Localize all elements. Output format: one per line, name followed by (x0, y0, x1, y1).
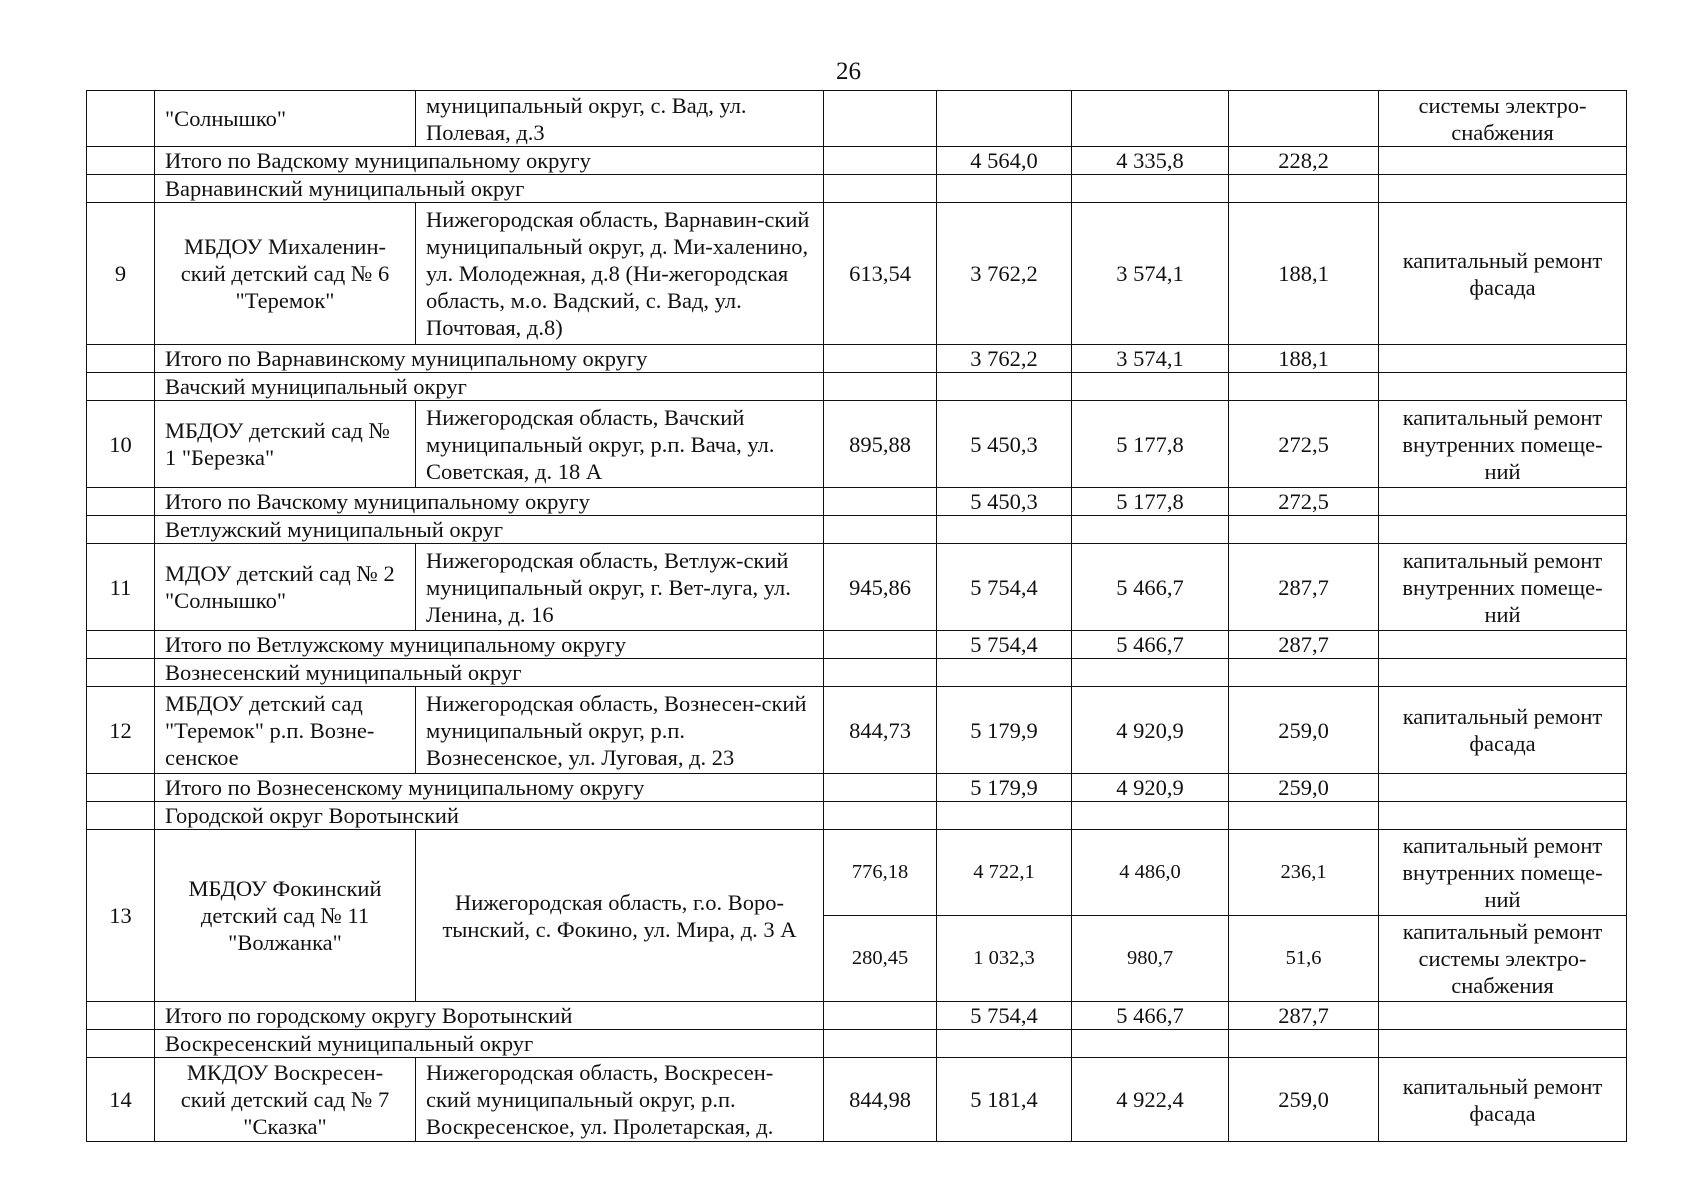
address-cell: Нижегородская область, Вознесен-ский муниципальный округ, р.п. Вознесенское, ул. Луговая, д. 23 (416, 687, 824, 774)
purpose-cell: капитальный ремонт фасада (1379, 1058, 1627, 1142)
total-row (87, 774, 1627, 802)
table-row (87, 401, 1627, 488)
total-cell: 1 032,3 (937, 916, 1072, 1002)
area-cell (824, 91, 937, 147)
district-row (87, 516, 1627, 544)
district-row (87, 802, 1627, 830)
total-label: Итого по Варнавинскому муниципальному округу (155, 345, 824, 373)
address-cell: Нижегородская область, Воскресен-ский муниципальный округ, р.п. Воскресенское, ул. Пролетарская, д. (416, 1058, 824, 1142)
num-cell (87, 91, 155, 147)
district-label: Вачский муниципальный округ (155, 373, 824, 401)
total-cell: 5 179,9 (937, 774, 1072, 802)
purpose-cell: капитальный ремонт фасада (1379, 203, 1627, 345)
district-label: Воскресенский муниципальный округ (155, 1030, 824, 1058)
table-row (87, 544, 1627, 631)
total-cell: 5 450,3 (937, 401, 1072, 488)
table-row (87, 203, 1627, 345)
address-cell: Нижегородская область, Варнавин-ский муниципальный округ, д. Ми-халенино, ул. Молодежная, д.8 (Ни-жегородская область, м.о. Вадский, с. Вад, ул. Почтовая, д.8) (416, 203, 824, 345)
num-cell: 11 (87, 544, 155, 631)
total-label: Итого по Вачскому муниципальному округу (155, 488, 824, 516)
local-cell: 287,7 (1229, 1002, 1379, 1030)
name-cell: МБДОУ Михаленин-ский детский сад № 6 "Теремок" (155, 203, 416, 345)
table-row (87, 830, 1627, 916)
total-cell: 5 450,3 (937, 488, 1072, 516)
name-cell: МКДОУ Воскресен-ский детский сад № 7 "Сказка" (155, 1058, 416, 1142)
name-cell: "Солнышко" (155, 91, 416, 147)
total-row (87, 631, 1627, 659)
total-cell: 5 754,4 (937, 544, 1072, 631)
total-cell: 5 179,9 (937, 687, 1072, 774)
total-cell (937, 91, 1072, 147)
total-row (87, 488, 1627, 516)
regional-cell: 4 486,0 (1072, 830, 1229, 916)
district-label: Ветлужский муниципальный округ (155, 516, 824, 544)
num-cell: 12 (87, 687, 155, 774)
area-cell: 280,45 (824, 916, 937, 1002)
local-cell (1229, 91, 1379, 147)
local-cell: 188,1 (1229, 345, 1379, 373)
page-number: 26 (836, 58, 861, 85)
area-cell: 844,98 (824, 1058, 937, 1142)
num-cell: 14 (87, 1058, 155, 1142)
name-cell: МБДОУ детский сад № 1 "Березка" (155, 401, 416, 488)
area-cell: 895,88 (824, 401, 937, 488)
name-cell: МБДОУ детский сад "Теремок" р.п. Возне-сенское (155, 687, 416, 774)
purpose-cell: капитальный ремонт системы электро-снабжения (1379, 916, 1627, 1002)
area-cell: 613,54 (824, 203, 937, 345)
total-row (87, 1002, 1627, 1030)
regional-cell: 4 922,4 (1072, 1058, 1229, 1142)
purpose-cell: капитальный ремонт внутренних помеще-ний (1379, 401, 1627, 488)
local-cell: 287,7 (1229, 544, 1379, 631)
total-cell: 5 181,4 (937, 1058, 1072, 1142)
address-cell: Нижегородская область, г.о. Воро-тынский, с. Фокино, ул. Мира, д. 3 А (416, 830, 824, 1002)
local-cell: 259,0 (1229, 1058, 1379, 1142)
area-cell: 844,73 (824, 687, 937, 774)
area-cell: 945,86 (824, 544, 937, 631)
local-cell: 259,0 (1229, 774, 1379, 802)
objects-table (86, 90, 1627, 1142)
address-cell: муниципальный округ, с. Вад, ул. Полевая, д.3 (416, 91, 824, 147)
total-cell: 3 762,2 (937, 203, 1072, 345)
regional-cell: 5 177,8 (1072, 488, 1229, 516)
district-row (87, 175, 1627, 203)
purpose-cell: капитальный ремонт фасада (1379, 687, 1627, 774)
regional-cell: 5 466,7 (1072, 544, 1229, 631)
regional-cell: 980,7 (1072, 916, 1229, 1002)
num-cell: 9 (87, 203, 155, 345)
table-row-continuation (87, 91, 1627, 147)
purpose-cell: капитальный ремонт внутренних помеще-ний (1379, 830, 1627, 916)
name-cell: МБДОУ Фокинский детский сад № 11 "Волжанка" (155, 830, 416, 1002)
table-row (87, 1058, 1627, 1142)
regional-cell: 5 177,8 (1072, 401, 1229, 488)
local-cell: 272,5 (1229, 401, 1379, 488)
address-cell: Нижегородская область, Ветлуж-ский муниципальный округ, г. Вет-луга, ул. Ленина, д. 16 (416, 544, 824, 631)
purpose-cell: системы электро-снабжения (1379, 91, 1627, 147)
local-cell: 259,0 (1229, 687, 1379, 774)
district-label: Варнавинский муниципальный округ (155, 175, 824, 203)
regional-cell: 4 335,8 (1072, 147, 1229, 175)
regional-cell: 4 920,9 (1072, 774, 1229, 802)
name-cell: МДОУ детский сад № 2 "Солнышко" (155, 544, 416, 631)
total-label: Итого по городскому округу Воротынский (155, 1002, 824, 1030)
regional-cell: 4 920,9 (1072, 687, 1229, 774)
total-label: Итого по Вознесенскому муниципальному округу (155, 774, 824, 802)
total-label: Итого по Вадскому муниципальному округу (155, 147, 824, 175)
total-cell: 5 754,4 (937, 631, 1072, 659)
total-row (87, 345, 1627, 373)
regional-cell: 3 574,1 (1072, 345, 1229, 373)
local-cell: 188,1 (1229, 203, 1379, 345)
regional-cell: 5 466,7 (1072, 631, 1229, 659)
regional-cell: 5 466,7 (1072, 1002, 1229, 1030)
regional-cell: 3 574,1 (1072, 203, 1229, 345)
local-cell: 272,5 (1229, 488, 1379, 516)
total-cell: 5 754,4 (937, 1002, 1072, 1030)
district-label: Городской округ Воротынский (155, 802, 824, 830)
total-label: Итого по Ветлужскому муниципальному округу (155, 631, 824, 659)
local-cell: 228,2 (1229, 147, 1379, 175)
purpose-cell: капитальный ремонт внутренних помеще-ний (1379, 544, 1627, 631)
area-cell: 776,18 (824, 830, 937, 916)
total-cell: 3 762,2 (937, 345, 1072, 373)
num-cell: 13 (87, 830, 155, 1002)
regional-cell (1072, 91, 1229, 147)
total-cell: 4 564,0 (937, 147, 1072, 175)
num-cell: 10 (87, 401, 155, 488)
local-cell: 287,7 (1229, 631, 1379, 659)
district-label: Вознесенский муниципальный округ (155, 659, 824, 687)
local-cell: 236,1 (1229, 830, 1379, 916)
total-cell: 4 722,1 (937, 830, 1072, 916)
address-cell: Нижегородская область, Вачский муниципальный округ, р.п. Вача, ул. Советская, д. 18 А (416, 401, 824, 488)
local-cell: 51,6 (1229, 916, 1379, 1002)
table-row (87, 687, 1627, 774)
district-row (87, 1030, 1627, 1058)
district-row (87, 373, 1627, 401)
total-row (87, 147, 1627, 175)
district-row (87, 659, 1627, 687)
